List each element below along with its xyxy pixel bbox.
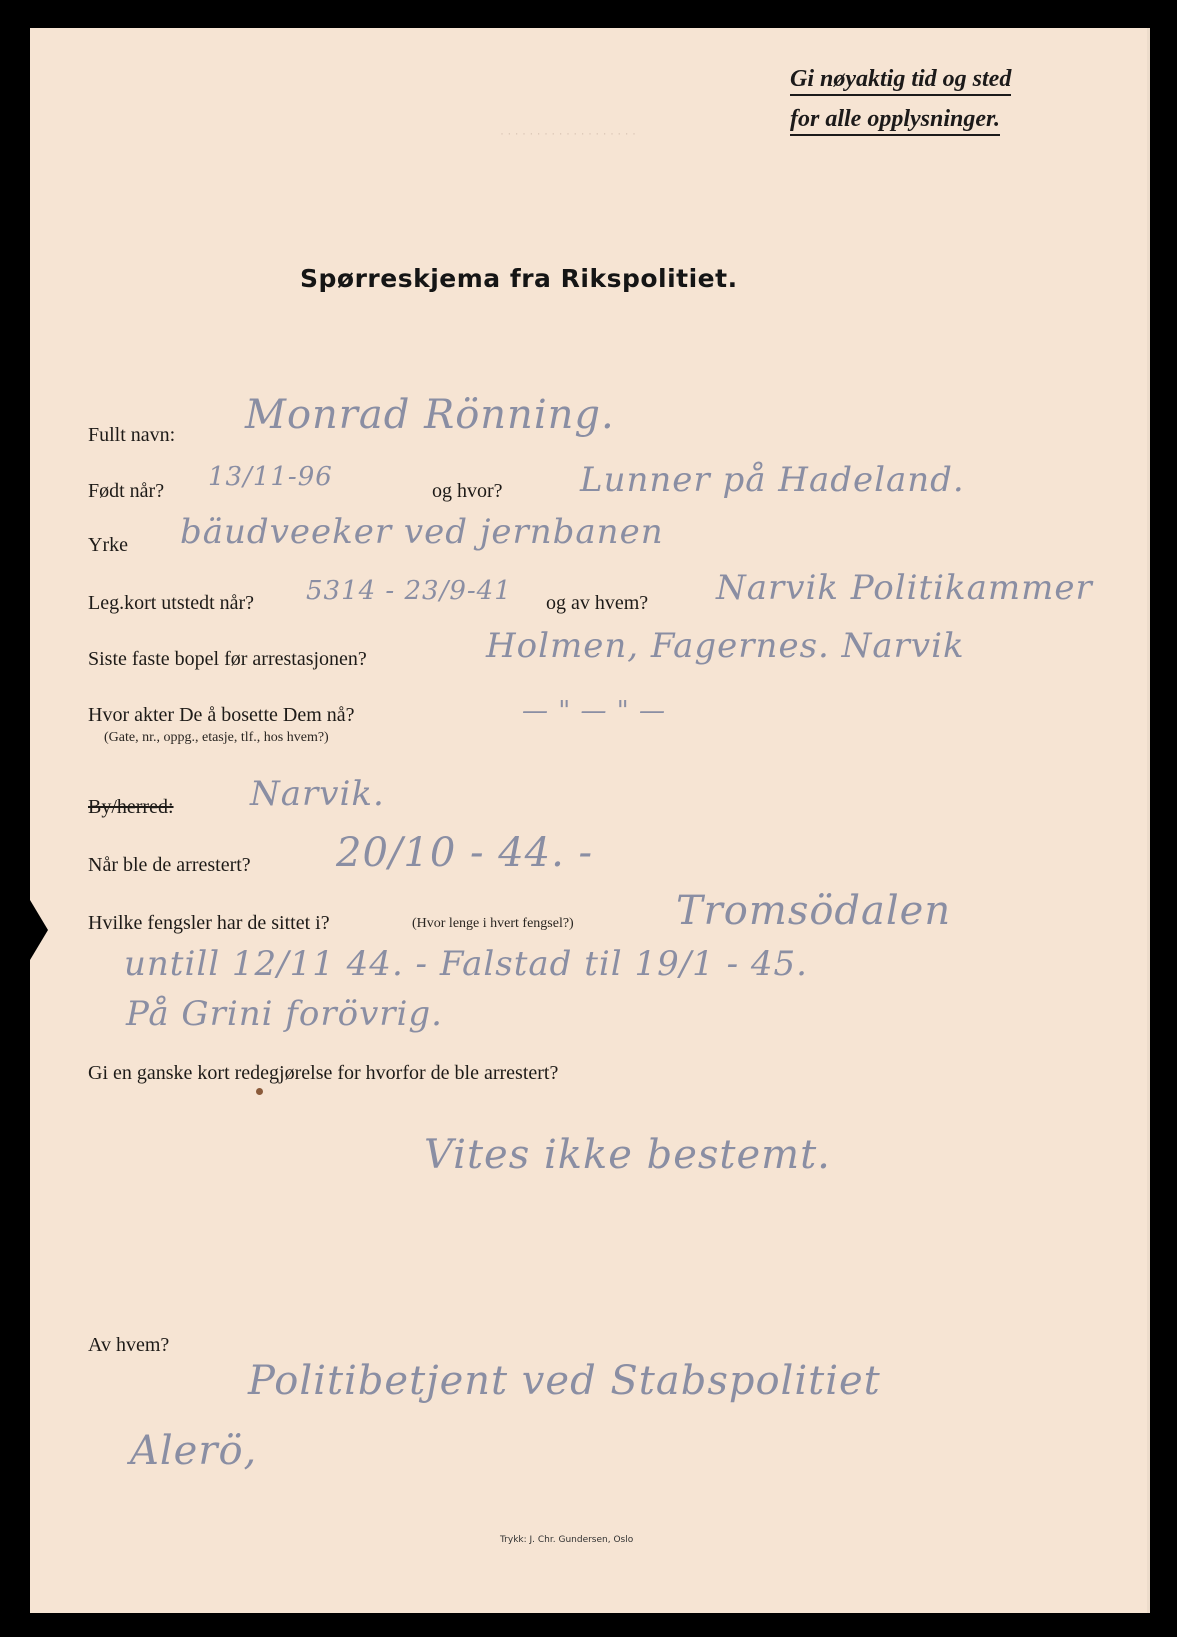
arrestert-naar-value: 20/10 - 44. - [336, 830, 594, 876]
yrke-value: bäudveeker ved jernbanen [180, 512, 664, 552]
av-hvem-value-line-1: Politibetjent ved Stabspolitiet [248, 1358, 881, 1404]
legkort-naar-value: 5314 - 23/9-41 [306, 576, 512, 606]
hvorfor-label: Gi en ganske kort redegjørelse for hvorfor de ble arrestert? [88, 1062, 559, 1084]
notice-line-1-text: Gi nøyaktig tid og sted [790, 66, 1011, 96]
bosette-sublabel: (Gate, nr., oppg., etasje, tlf., hos hvem?) [104, 730, 329, 745]
yrke-label: Yrke [88, 534, 128, 556]
notice-line-2-text: for alle opplysninger. [790, 106, 1000, 136]
bosette-value: — " — " — [522, 696, 666, 726]
fengsler-label: Hvilke fengsler har de sittet i? [88, 912, 330, 934]
siste-bopel-value: Holmen, Fagernes. Narvik [486, 626, 965, 666]
ink-spot [256, 1088, 263, 1095]
fengsler-value-line-1: Tromsödalen [676, 888, 952, 934]
legkort-naar-label: Leg.kort utstedt når? [88, 592, 255, 614]
arrestert-naar-label: Når ble de arrestert? [88, 854, 251, 876]
og-av-hvem-label: og av hvem? [546, 592, 649, 614]
fodt-naar-label: Født når? [88, 480, 165, 502]
printer-imprint: Trykk: J. Chr. Gundersen, Oslo [500, 1535, 634, 1545]
fullt-navn-label: Fullt navn: [88, 424, 176, 446]
fullt-navn-value: Monrad Rönning. [245, 392, 615, 438]
av-hvem-label: Av hvem? [88, 1334, 170, 1356]
fengsler-value-line-3: På Grini forövrig. [126, 994, 443, 1034]
og-hvor-value: Lunner på Hadeland. [580, 460, 965, 500]
by-herred-label: By/herred: [88, 796, 174, 818]
show-through-text: · · · · · · · · · · · · · · · · · · · [500, 126, 636, 140]
og-av-hvem-value: Narvik Politikammer [716, 568, 1093, 608]
notice-line-2 [790, 106, 1000, 133]
by-herred-value: Narvik. [250, 774, 385, 814]
form-title: Spørreskjema fra Rikspolitiet. [300, 264, 738, 293]
fengsler-value-line-2: untill 12/11 44. - Falstad til 19/1 - 45. [124, 944, 808, 984]
hvorfor-value: Vites ikke bestemt. [424, 1132, 831, 1178]
og-hvor-label: og hvor? [432, 480, 503, 502]
siste-bopel-label: Siste faste bopel før arrestasjonen? [88, 648, 367, 670]
fodt-naar-value: 13/11-96 [208, 462, 333, 492]
notice-line-1 [790, 66, 1011, 93]
bosette-label: Hvor akter De å bosette Dem nå? [88, 704, 355, 726]
fengsler-sublabel: (Hvor lenge i hvert fengsel?) [412, 916, 574, 931]
av-hvem-value-line-2: Alerö, [130, 1428, 258, 1474]
